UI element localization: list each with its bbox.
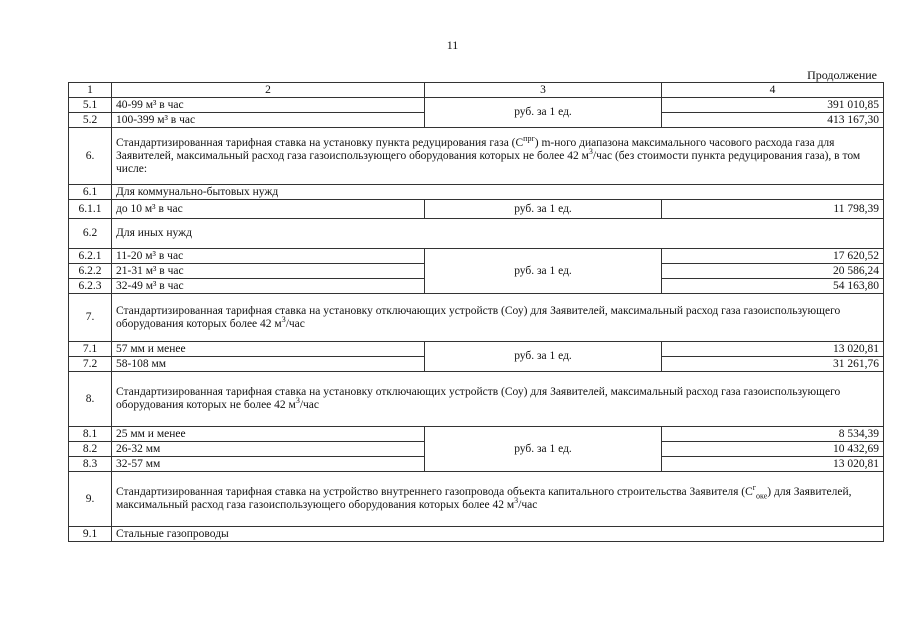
row-value: 13 020,81: [662, 457, 884, 472]
row-number: 7.: [69, 294, 112, 342]
row-label: 25 мм и менее: [112, 427, 425, 442]
row-label: 100-399 м³ в час: [112, 113, 425, 128]
row-value: 11 798,39: [662, 200, 884, 219]
row-number: 6.2.2: [69, 264, 112, 279]
row-label: 58-108 мм: [112, 357, 425, 372]
row-number: 5.1: [69, 98, 112, 113]
row-number: 6.2: [69, 219, 112, 249]
row-label: 21-31 м³ в час: [112, 264, 425, 279]
table-row: [69, 98, 884, 113]
row-number: 7.1: [69, 342, 112, 357]
unit-cell: руб. за 1 ед.: [425, 342, 662, 372]
table-row: [69, 427, 884, 442]
table-row: [69, 294, 884, 342]
row-number: 8.: [69, 372, 112, 427]
row-label: 32-49 м³ в час: [112, 279, 425, 294]
header-col-2: 2: [112, 83, 425, 98]
unit-cell: руб. за 1 ед.: [425, 427, 662, 472]
row-number: 7.2: [69, 357, 112, 372]
row-number: 6.2.1: [69, 249, 112, 264]
table-row: [69, 372, 884, 427]
table-row: [69, 219, 884, 249]
row-value: 31 261,76: [662, 357, 884, 372]
row-value: 10 432,69: [662, 442, 884, 457]
tariff-table: [68, 82, 884, 542]
row-label: 57 мм и менее: [112, 342, 425, 357]
table-row: [69, 185, 884, 200]
row-number: 8.1: [69, 427, 112, 442]
table-row: [69, 527, 884, 542]
table-row: [69, 128, 884, 185]
row-label: 11-20 м³ в час: [112, 249, 425, 264]
unit-cell: руб. за 1 ед.: [425, 200, 662, 219]
row-value: 391 010,85: [662, 98, 884, 113]
row-number: 6.1: [69, 185, 112, 200]
section-description: Стандартизированная тарифная ставка на установку пункта редуцирования газа $(C^{прг})$ m-ного диапазона максимального часового расхода газа для Заявителей, максимальный расход газа газоиспользующего оборудования которых не более 42 $м^3$/час (без стоимости пункта редуцирования газа), в том числе:: [112, 128, 884, 185]
row-value: 8 534,39: [662, 427, 884, 442]
row-number: 6.2.3: [69, 279, 112, 294]
row-label: 26-32 мм: [112, 442, 425, 457]
table-header-row: [69, 83, 884, 98]
continuation-label: Продолжение: [807, 68, 877, 82]
unit-cell: руб. за 1 ед.: [425, 98, 662, 128]
row-label: 40-99 м³ в час: [112, 98, 425, 113]
section-description: Стандартизированная тарифная ставка на устройство внутреннего газопровода объекта капитального строительства Заявителя $(C^г_{оке})$ для Заявителей, максимальный расход газа газоиспользующего оборудования которых более 42 $м^3$/час: [112, 472, 884, 527]
header-col-3: 3: [425, 83, 662, 98]
row-value: 54 163,80: [662, 279, 884, 294]
row-label: Для коммунально-бытовых нужд: [112, 185, 884, 200]
row-number: 5.2: [69, 113, 112, 128]
unit-cell: руб. за 1 ед.: [425, 249, 662, 294]
table-row: [69, 249, 884, 264]
row-value: 13 020,81: [662, 342, 884, 357]
row-number: 6.1.1: [69, 200, 112, 219]
header-col-1: 1: [69, 83, 112, 98]
section-description: Стандартизированная тарифная ставка на установку отключающих устройств (Cоу) для Заявителей, максимальный расход газа газоиспользующего оборудования которых более 42 $м^3$/час: [112, 294, 884, 342]
row-number: 9.: [69, 472, 112, 527]
header-col-4: 4: [662, 83, 884, 98]
table-row: [69, 342, 884, 357]
row-number: 9.1: [69, 527, 112, 542]
table-row: [69, 200, 884, 219]
row-label: Для иных нужд: [112, 219, 884, 249]
row-number: 8.2: [69, 442, 112, 457]
section-description: Стандартизированная тарифная ставка на установку отключающих устройств (Cоу) для Заявителей, максимальный расход газа газоиспользующего оборудования которых не более 42 $м^3$/час: [112, 372, 884, 427]
row-label: Стальные газопроводы: [112, 527, 884, 542]
table-row: [69, 472, 884, 527]
row-number: 6.: [69, 128, 112, 185]
page-number: 11: [446, 38, 459, 52]
row-value: 413 167,30: [662, 113, 884, 128]
row-label: 32-57 мм: [112, 457, 425, 472]
row-number: 8.3: [69, 457, 112, 472]
row-value: 20 586,24: [662, 264, 884, 279]
row-label: до 10 м³ в час: [112, 200, 425, 219]
row-value: 17 620,52: [662, 249, 884, 264]
